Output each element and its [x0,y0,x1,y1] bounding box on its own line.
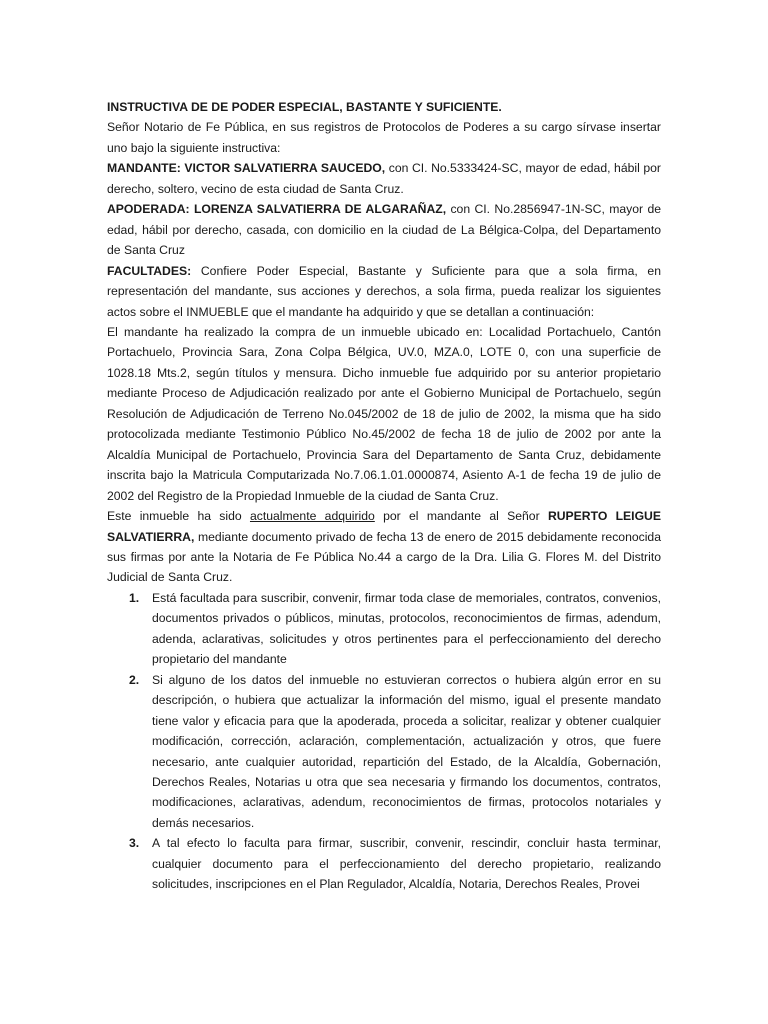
mandante-paragraph [107,158,661,199]
list-item-number: 1. [129,590,140,605]
adquisicion-underlined: actualmente adquirido [249,509,375,524]
list-item-number: 3. [129,836,140,851]
apoderada-paragraph [107,199,661,260]
adquisicion-post: mediante documento privado de fecha 13 de enero de 2015 debidamente reconocida sus firmas por ante la Notaria de Fe Pública No.44 a cargo de la Dra. Lilia G. Flores M. del Distrito Judicial de Santa Cruz. [107,529,661,585]
mandante-label: MANDANTE: VICTOR SALVATIERRA SAUCEDO, [107,161,386,176]
document-title: INSTRUCTIVA DE DE PODER ESPECIAL, BASTANTE Y SUFICIENTE. [107,100,502,114]
seller-name: RUPERTO LEIGUE SALVATIERRA, [107,509,661,544]
mandante-text: con CI. No.5333424-SC, mayor de edad, hábil por derecho, soltero, vecino de esta ciudad de Santa Cruz. [107,161,661,196]
adquisicion-paragraph [107,506,661,588]
list-item [129,588,661,670]
facultades-text: Confiere Poder Especial, Bastante y Suficiente para que a sola firma, en representación del mandante, sus acciones y derechos, a sola firma, pueda realizar los siguientes actos sobre el INMUEBLE que el mandante ha adquirido y que se detallan a continuación: [107,263,661,319]
adquisicion-mid: por el mandante al Señor [374,509,548,524]
list-item-text: Si alguno de los datos del inmueble no estuvieran correctos o hubiera algún error en su descripción, o hubiera que actualizar la información del mismo, igual el presente mandato tiene valor y eficacia para que la apoderada, proceda a solicitar, realizar y obtener cualquier modificación, corrección, aclaración, complementación, actualización y otros, que fuere necesario, ante cualquier autoridad, repartición del Estado, de la Alcaldía, Gobernación, Derechos Reales, Notarias u otra que sea necesaria y firmando los documentos, contratos, modificaciones, aclarativas, adendum, reconocimientos de firmas, protocolos notariales y demás necesarios. [152,672,661,830]
facultades-paragraph [107,261,661,322]
list-item-number: 2. [129,672,140,687]
facultades-label: FACULTADES: [107,263,192,278]
list-item [129,670,661,834]
list-item-text: A tal efecto lo faculta para firmar, suscribir, convenir, rescindir, concluir hasta terminar, cualquier documento para el perfeccionamiento del derecho propietario, realizando solicitudes, inscripciones en el Plan Regulador, Alcaldía, Notaria, Derechos Reales, Provei [152,836,661,892]
list-item [129,833,661,894]
apoderada-text: con CI. No.2856947-1N-SC, mayor de edad, hábil por derecho, casada, con domicilio en la ciudad de La Bélgica-Colpa, del Departamento de Santa Cruz [107,202,661,258]
facultades-list [107,588,661,895]
adquisicion-pre: Este inmueble ha sido [107,509,250,524]
intro-paragraph: Señor Notario de Fe Pública, en sus registros de Protocolos de Poderes a su cargo sírvase insertar uno bajo la siguiente instructiva: [107,120,661,155]
apoderada-label: APODERADA: LORENZA SALVATIERRA DE ALGARAÑAZ, [107,202,447,217]
inmueble-paragraph: El mandante ha realizado la compra de un inmueble ubicado en: Localidad Portachuelo, Cantón Portachuelo, Provincia Sara, Zona Colpa Bélgica, UV.0, MZA.0, LOTE 0, con una superficie de 1028.18 Mts.2, según títulos y mensura. Dicho inmueble fue adquirido por su anterior propietario mediante Proceso de Adjudicación realizado por ante el Gobierno Municipal de Portachuelo, según Resolución de Adjudicación de Terreno No.045/2002 de 18 de julio de 2002, la misma que ha sido protocolizada mediante Testimonio Público No.45/2002 de fecha 18 de julio de 2002 por ante la Alcaldía Municipal de Portachuelo, Provincia Sara del Departamento de Santa Cruz, debidamente inscrita bajo la Matricula Computarizada No.7.06.1.01.0000874, Asiento A-1 de fecha 19 de julio de 2002 del Registro de la Propiedad Inmueble de la ciudad de Santa Cruz. [107,324,661,503]
list-item-text: Está facultada para suscribir, convenir, firmar toda clase de memoriales, contratos, convenios, documentos privados o públicos, minutas, protocolos, reconocimientos de firmas, adendum, adenda, aclarativas, solicitudes y otros pertinentes para el perfeccionamiento del derecho propietario del mandante [152,590,661,667]
document-body [107,97,661,895]
